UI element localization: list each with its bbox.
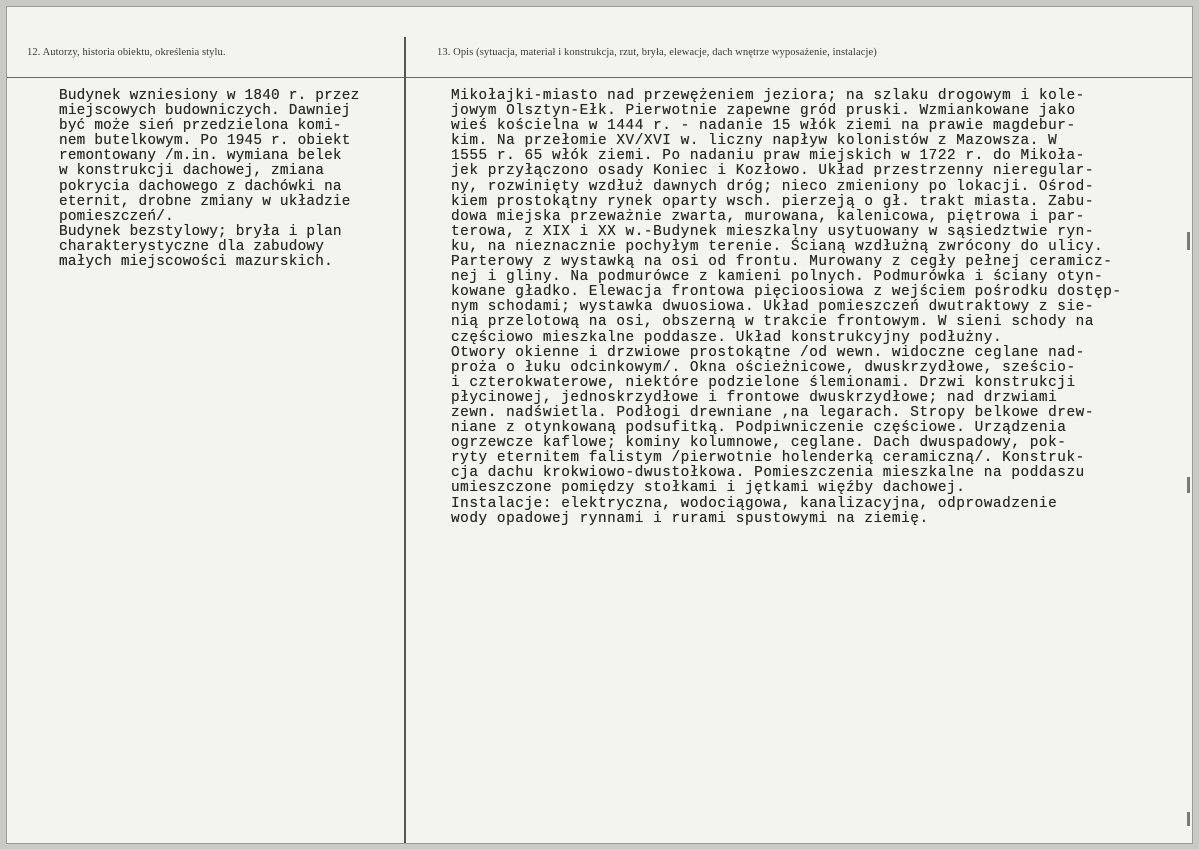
edge-mark bbox=[1187, 812, 1190, 826]
document-sheet bbox=[6, 6, 1193, 844]
edge-mark bbox=[1187, 232, 1190, 250]
section-12-header: 12. Autorzy, historia obiektu, określenia stylu. bbox=[27, 47, 226, 58]
section-13-body: Mikołajki-miasto nad przewężeniem jeziora; na szlaku drogowym i kole- jowym Olsztyn-Ełk. Pierwotnie zapewne gród pruski. Wzmiankowane jako wieś kościelna w 1444 r. - nadanie 15 włók ziemi na prawie magdebur- kim. Na przełomie XV/XVI w. liczny napływ kolonistów z Mazowsza. W 1555 r. 65 włók ziemi. Po nadaniu praw miejskich w 1722 r. do Mikoła- jek przyłączono osady Koniec i Kozłowo. Układ przestrzenny nieregular- ny, rozwinięty wzdłuż dawnych dróg; nieco zmieniony po lokacji. Ośrod- kiem prostokątny rynek oparty wsch. pierzeją o gł. trakt miasta. Zabu- dowa miejska przeważnie zwarta, murowana, kalenicowa, piętrowa i par- terowa, z XIX i XX w.-Budynek mieszkalny usytuowany w sąsiedztwie ryn- ku, na nieznacznie pochyłym terenie. Ścianą wzdłużną zwrócony do ulicy. Parterowy z wystawką na osi od frontu. Murowany z cegły pełnej ceramicz- nej i gliny. Na podmurówce z kamieni polnych. Podmurówka i ściany otyn- kowane gładko. Elewacja frontowa pięcioosiowa z wejściem pośrodku dostęp- nym schodami; wystawka dwuosiowa. Układ pomieszczeń dwutraktowy z sie- nią przelotową na osi, obszerną w trakcie frontowym. W sieni schody na częściowo mieszkalne poddasze. Układ konstrukcyjny podłużny. Otwory okienne i drzwiowe prostokątne /od wewn. widoczne ceglane nad- proża o łuku odcinkowym/. Okna ościeżnicowe, dwuskrzydłowe, sześcio- i czterokwaterowe, niektóre podzielone ślemionami. Drzwi konstrukcji płycinowej, jednoskrzydłowe i frontowe dwuskrzydłowe; nad drzwiami zewn. nadświetla. Podłogi drewniane ,na legarach. Stropy belkowe drew- niane z otynkowaną podsufitką. Podpiwniczenie częściowe. Urządzenia ogrzewcze kaflowe; kominy kolumnowe, ceglane. Dach dwuspadowy, pok- ryty eternitem falistym /pierwotnie holenderką ceramiczną/. Konstruk- cja dachu krokwiowo-dwustołkowa. Pomieszczenia mieszkalne na poddaszu umieszczone pomiędzy stołkami i jętkami więźby dachowej. Instalacje: elektryczna, wodociągowa, kanalizacyjna, odprowadzenie wody opadowej rynnami i rurami spustowymi na ziemię. bbox=[451, 88, 1122, 527]
header-divider-line bbox=[7, 77, 1192, 78]
edge-mark bbox=[1187, 477, 1190, 493]
section-13-header: 13. Opis (sytuacja, materiał i konstrukcja, rzut, bryła, elewacje, dach wnętrze wyposażenie, instalacje) bbox=[437, 47, 877, 58]
column-divider bbox=[404, 37, 406, 844]
section-12-body: Budynek wzniesiony w 1840 r. przez miejscowych budowniczych. Dawniej być może sień przedzielona komi- nem butelkowym. Po 1945 r. obiekt remontowany /m.in. wymiana belek w konstrukcji dachowej, zmiana pokrycia dachowego z dachówki na eternit, drobne zmiany w układzie pomieszczeń/. Budynek bezstylowy; bryła i plan charakterystyczne dla zabudowy małych miejscowości mazurskich. bbox=[59, 88, 360, 271]
